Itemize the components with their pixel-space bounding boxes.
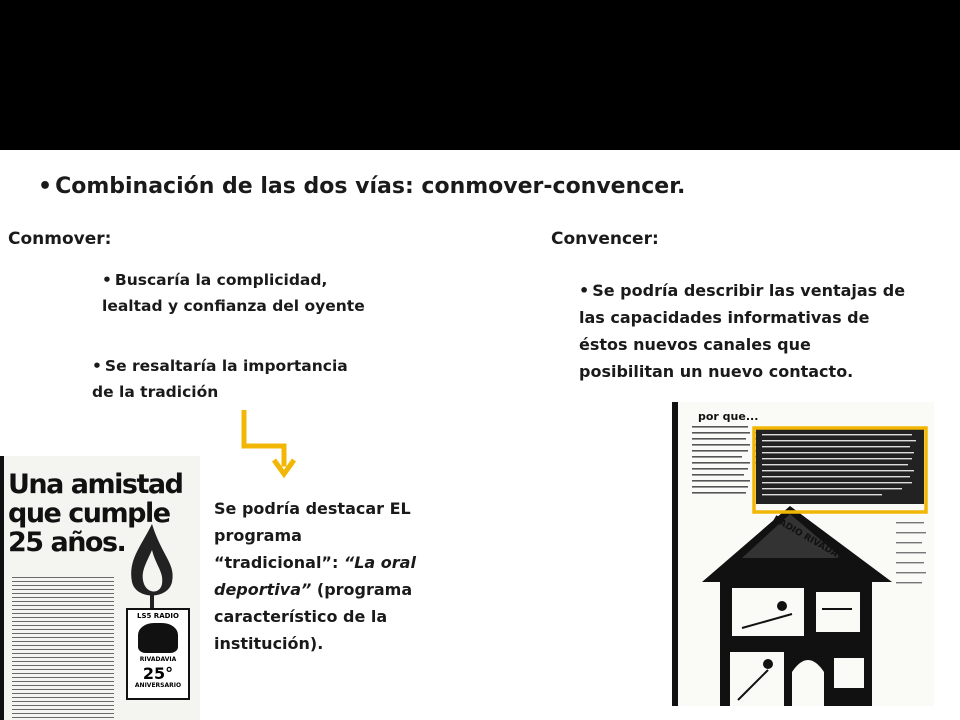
bullet-2-line-1: Se resaltaría la importancia — [104, 357, 348, 375]
logo-top-text: LS5 RADIO — [137, 612, 179, 620]
para-line-2: programa — [214, 526, 302, 545]
para-line-3a: “tradicional”: — [214, 553, 344, 572]
bullet-1-line-2: lealtad y confianza del oyente — [102, 297, 365, 315]
flame-icon — [122, 520, 182, 610]
logo-bottom-text: RIVADAVIA — [139, 656, 177, 663]
ad-headline-1: Una amistad — [8, 469, 183, 500]
bullet-dot: • — [92, 357, 102, 375]
para-line-4 — [214, 576, 416, 603]
convencer-heading: Convencer: — [551, 229, 659, 249]
ad-headline-3: 25 años. — [8, 527, 126, 558]
conmover-bullet-2 — [92, 353, 348, 405]
anniversary-ad-image — [0, 456, 200, 720]
bullet-2-line-2: de la tradición — [92, 383, 219, 401]
roof-text: RADIO RIVADAVIA — [770, 514, 855, 569]
para-line-5: característico de la — [214, 607, 388, 626]
conmover-heading: Conmover: — [8, 229, 112, 249]
bullet-1-line-1: Buscaría la complicidad, — [114, 271, 328, 289]
para-line-3b: “La oral — [343, 553, 416, 572]
convencer-line-2: las capacidades informativas de — [579, 308, 870, 327]
bullet-dot: • — [102, 271, 112, 289]
bullet-dot: • — [579, 281, 590, 300]
ad-headline-2: que cumple — [8, 498, 170, 529]
clipping-label: por que... — [698, 410, 759, 423]
arrow-icon — [236, 410, 300, 480]
logo-figure — [138, 623, 178, 653]
para-line-4a: deportiva” — [214, 580, 312, 599]
anniversary-label: ANIVERSARIO — [134, 682, 182, 689]
anniversary-number: 25° — [142, 664, 174, 683]
radio-house-clipping — [672, 402, 934, 706]
ad-body-text — [12, 574, 114, 720]
para-line-6: institución). — [214, 634, 324, 653]
convencer-line-4: posibilitan un nuevo contacto. — [579, 362, 854, 381]
para-line-3 — [214, 549, 416, 576]
destacar-paragraph — [214, 495, 416, 657]
para-line-1: Se podría destacar EL — [214, 499, 411, 518]
convencer-line-3: éstos nuevos canales que — [579, 335, 811, 354]
radio-logo — [126, 608, 190, 700]
convencer-bullet — [579, 277, 905, 385]
para-line-4b: (programa — [311, 580, 413, 599]
main-bullet-text: Combinación de las dos vías: conmover-convencer. — [55, 174, 686, 199]
convencer-line-1: Se podría describir las ventajas de — [592, 281, 906, 300]
bullet-dot: • — [38, 174, 53, 199]
main-bullet — [38, 174, 685, 199]
conmover-bullet-1 — [102, 267, 365, 319]
